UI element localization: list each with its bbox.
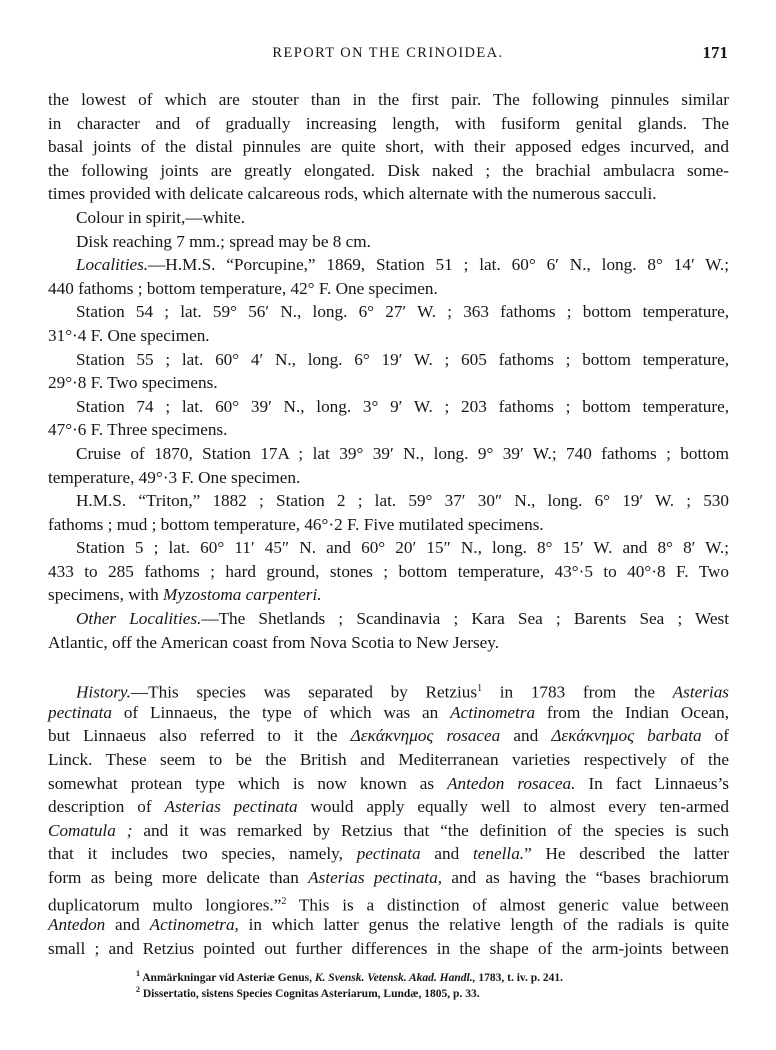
text-line: Antedon and Actinometra, in which latter genus the relative length of the radials is quite [48, 915, 729, 935]
localities-heading: Localities. [76, 255, 149, 275]
text-line: but Linnaeus also referred to it the Δεκάκνημος rosacea and Δεκάκνημος barbata of [48, 726, 729, 746]
text-line: specimens, with Myzostoma carpenteri. [48, 585, 322, 605]
footnote-ref: 2 [281, 895, 287, 907]
text-line: that it includes two species, namely, pectinata and tenella.” He described the latter [48, 844, 729, 864]
colour-note: Colour in spirit,—white. [76, 207, 246, 227]
localities-line: Localities.—H.M.S. “Porcupine,” 1869, Station 51 ; lat. 60° 6′ N., long. 8° 14′ W.; [76, 255, 729, 275]
text-line: 47°·6 F. Three specimens. [48, 420, 228, 440]
station-line: Cruise of 1870, Station 17A ; lat 39° 39′ N., long. 9° 39′ W.; 740 fathoms ; bottom [76, 443, 729, 463]
text-line: somewhat protean type which is now known as Antedon rosacea. In fact Linnaeus’s [48, 773, 729, 793]
station-line: Station 55 ; lat. 60° 4′ N., long. 6° 19′ W. ; 605 fathoms ; bottom temperature, [76, 349, 729, 369]
text-line: 29°·8 F. Two specimens. [48, 373, 218, 393]
text-line: 433 to 285 fathoms ; hard ground, stones ; bottom temperature, 43°·5 to 40°·8 F. Two [48, 561, 729, 581]
footnotes [136, 966, 736, 998]
footnote-ref: 1 [477, 683, 483, 695]
running-title: REPORT ON THE CRINOIDEA. [272, 45, 504, 61]
text-line: small ; and Retzius pointed out further differences in the shape of the arm-joints between [48, 938, 729, 958]
other-localities-line: Other Localities.—The Shetlands ; Scandinavia ; Kara Sea ; Barents Sea ; West [76, 609, 729, 629]
footnote: $^1$ Anmärkningar vid Asteriæ Genus, K. Svensk. Vetensk. Akad. Handl., 1783, t. iv. p. 241. [136, 969, 564, 984]
station-line: Station 54 ; lat. 59° 56′ N., long. 6° 27′ W. ; 363 fathoms ; bottom temperature, [76, 302, 729, 322]
text-line: description of Asterias pectinata would apply equally well to almost every ten-armed [48, 797, 729, 817]
station-line: H.M.S. “Triton,” 1882 ; Station 2 ; lat. 59° 37′ 30″ N., long. 6° 19′ W. ; 530 [76, 491, 729, 511]
size-note: Disk reaching 7 mm.; spread may be 8 cm. [76, 231, 371, 251]
text-line: Comatula ; and it was remarked by Retzius that “the definition of the species is such [48, 820, 729, 840]
text-line: fathoms ; mud ; bottom temperature, 46°·2 F. Five mutilated specimens. [48, 514, 544, 534]
page-number: 171 [702, 43, 728, 62]
footnote: $^2$ Dissertatio, sistens Species Cognitas Asteriarum, Lundæ, 1805, p. 33. [136, 985, 480, 1000]
text-line: duplicatorum multo longiores.”$^2$ This is a distinction of almost generic value between [48, 895, 729, 915]
text-line: 440 fathoms ; bottom temperature, 42° F. One specimen. [48, 278, 438, 298]
text-line: pectinata of Linnaeus, the type of which was an Actinometra from the Indian Ocean, [48, 702, 729, 722]
text-line: Atlantic, off the American coast from Nova Scotia to New Jersey. [48, 632, 500, 652]
other-localities-heading: Other Localities. [76, 609, 202, 629]
text-line: times provided with delicate calcareous rods, which alternate with the numerous sacculi. [48, 184, 657, 204]
section-gap [48, 654, 729, 677]
text-line: the lowest of which are stouter than in the first pair. The following pinnules similar [48, 90, 729, 109]
text-line: form as being more delicate than Asterias pectinata, and as having the “bases brachiorum [48, 868, 729, 887]
text-line: 31°·4 F. One specimen. [48, 325, 210, 345]
text-line: in character and of gradually increasing length, with fusiform genital glands. The [48, 113, 729, 133]
body-text [48, 88, 729, 960]
text-line: basal joints of the distal pinnules are quite short, with their apposed edges incurved, and [48, 137, 729, 157]
history-line: History.—This species was separated by Retzius$^1$ in 1783 from the Asterias [76, 682, 729, 702]
running-header [48, 45, 728, 69]
text-line: Linck. These seem to be the British and Mediterranean varieties respectively of the [48, 750, 729, 770]
text-line: temperature, 49°·3 F. One specimen. [48, 467, 301, 487]
text-line: the following joints are greatly elongated. Disk naked ; the brachial ambulacra some- [48, 160, 729, 180]
station-line: Station 74 ; lat. 60° 39′ N., long. 3° 9′ W. ; 203 fathoms ; bottom temperature, [76, 396, 729, 416]
history-heading: History. [76, 682, 131, 702]
station-line: Station 5 ; lat. 60° 11′ 45″ N. and 60° 20′ 15″ N., long. 8° 15′ W. and 8° 8′ W.; [76, 538, 729, 558]
